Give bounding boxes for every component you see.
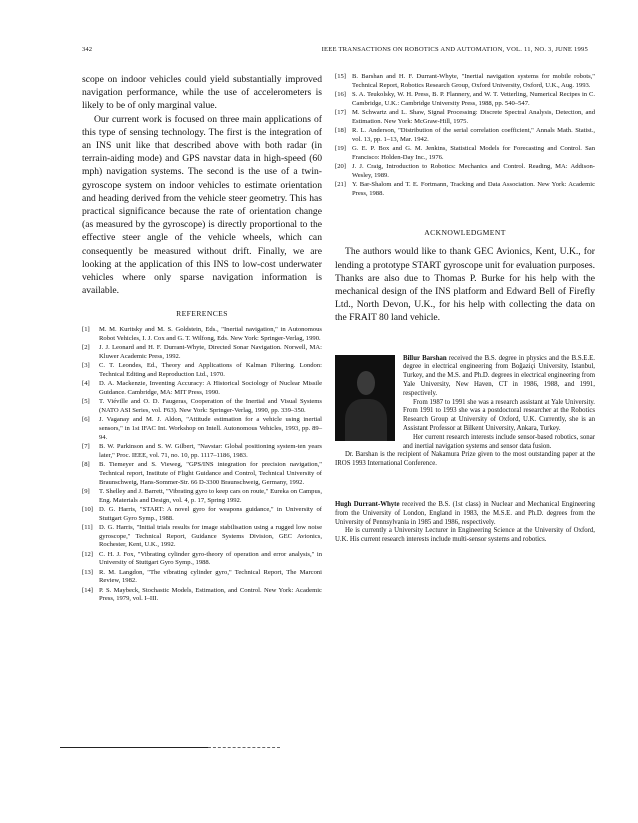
bio-text: Her current research interests include sensor-based robotics, sonar and inertial navigation systems and sensor data fusion. (403, 433, 595, 450)
author-bio-durrant-whyte (335, 501, 595, 545)
reference-item: [8] B. Tiemeyer and S. Vieweg, "GPS/INS integration for precision navigation," Technical report, Institute of Flight Guidance and Control, Technical University of Braunschweig, Hans-Sommer-Str. 66 D-3300 Braunschweig, Germany, 1992. (82, 461, 322, 486)
body-paragraph: Our current work is focused on three main applications of this type of sensing technology. The first is the integration of an INS unit like that described above with both radar (in terrain-aiding mode) and GPS navstar data in high-speed (60 mph) navigation systems. The second is the use of a twin-gyroscope system on indoor vehicles to estimate orientation and heading derived from the vehicle steer geometry. This has practical significance because the rate of orientation change (as measured by the gyroscope) is directly proportional to the effective steer angle of the vehicle wheels, which can consequently be measured without drift. Finally, we are looking at the application of this INS to low-cost underwater vehicles where only sparse navigation information is available. (82, 113, 322, 297)
references-heading: REFERENCES (176, 309, 228, 319)
reference-item: [2] J. J. Leonard and H. F. Durrant-Whyte, Directed Sonar Navigation. Norwell, MA: Kluwer Academic Press, 1992. (82, 344, 322, 361)
author-photo-face (357, 371, 375, 395)
bio-text: Dr. Barshan is the recipient of Nakamura Prize given to the most outstanding paper at the IROS 1993 International Conference. (335, 451, 595, 468)
reference-item: [16] S. A. Teukolsky, W. H. Press, B. P. Flannery, and W. T. Vetterling, Numerical Recipes in C. Cambridge, U.K.: Cambridge University Press, 1988, pp. 540–547. (335, 91, 595, 107)
body-paragraph: scope on indoor vehicles could yield substantially improved navigation performance, while the use of accelerometers is likely to be of only marginal value. (82, 74, 322, 112)
author-name: Hugh Durrant-Whyte (335, 500, 400, 508)
reference-item: [12] C. H. J. Fox, "Vibrating cylinder gyro-theory of operation and error analysis," in University of Stuttgart Gyro Symp., 1988. (82, 550, 322, 567)
reference-item: [17] M. Schwartz and L. Shaw, Signal Processing: Discrete Spectral Analysis, Detection, and Estimation. New York: McGraw-Hill, 1975. (335, 109, 595, 125)
bio-text: He is currently a University Lecturer in Engineering Science at the University of Oxford, U.K. His current research interests include multi-sensor systems and robotics. (335, 527, 595, 544)
reference-item: [6] J. Vaganay and M. J. Aldon, "Attitude estimation for a vehicle using inertial sensors," in 1st IFAC Int. Workshop on Intell. Autonomous Vehicles, 1993, pp. 89–94. (82, 416, 322, 441)
acknowledgment-paragraph: The authors would like to thank GEC Avionics, Kent, U.K., for lending a prototype START gyroscope unit for evaluation purposes. Thanks are also due to Thomas P. Burke for his help with the mechanical design of the INS platform and Edward Bell of Firefly Ltd., North Devon, U.K., for his help with collecting the data on the FRAIT 80 land vehicle. (335, 246, 595, 324)
reference-item: [13] R. M. Langdon, "The vibrating cylinder gyro," Technical Report, The Marconi Review, 1982. (82, 568, 322, 585)
reference-item: [1] M. M. Kuritsky and M. S. Goldstein, Eds., "Inertial navigation," in Autonomous Robot Vehicles, I. J. Cox and G. T. Wilfong, Eds. New York: Springer-Verlag, 1990. (82, 326, 322, 343)
reference-item: [20] J. J. Craig, Introduction to Robotics: Mechanics and Control. Reading, MA: Addison-Wesley, 1989. (335, 163, 595, 179)
author-name: Billur Barshan (403, 354, 447, 362)
reference-item: [7] B. W. Parkinson and S. W. Gilbert, "Navstar: Global positioning system-ten years later," Proc. IEEE, vol. 71, no. 10, pp. 1117–1186, 1983. (82, 443, 322, 459)
reference-item: [18] R. L. Anderson, "Distribution of the serial correlation coefficient," Annals Math. Statist., vol. 13, pp. 1–13, Mar. 1942. (335, 127, 595, 143)
reference-item: [4] D. A. Mackenzie, Inventing Accuracy: A Historical Sociology of Nuclear Missile Guidance. Cambridge, MA: MIT Press, 1990. (82, 380, 322, 397)
footer-rule-dashed (208, 747, 280, 748)
page-number: 342 (82, 46, 93, 53)
author-photo (335, 355, 395, 441)
reference-item: [15] B. Barshan and H. F. Durrant-Whyte, "Inertial navigation systems for mobile robots," Technical Report, Robotics Research Group, Oxford University, Oxford, U.K., Aug. 1993. (335, 73, 595, 89)
author-photo-shoulders (345, 399, 387, 441)
reference-item: [14] P. S. Maybeck, Stochastic Models, Estimation, and Control. New York: Academic Press, 1979, vol. I–III. (82, 586, 322, 603)
reference-item: [19] G. E. P. Box and G. M. Jenkins, Statistical Models for Forecasting and Control. San Francisco: Holden-Day Inc., 1976. (335, 145, 595, 161)
references-list (82, 326, 322, 604)
reference-item: [11] D. G. Harris, "Initial trials results for image stabilisation using a rugged low noise gyroscope," Technical Report, Guidance Systems Division, GEC Avionics, Rochester, Kent, U.K., 1992. (82, 523, 322, 549)
left-column (82, 73, 322, 605)
running-header: IEEE TRANSACTIONS ON ROBOTICS AND AUTOMATION, VOL. 11, NO. 3, JUNE 1995 (321, 46, 588, 53)
reference-item: [3] C. T. Leondes, Ed., Theory and Applications of Kalman Filtering. London: Technical Editing and Reproduction Ltd., 1970. (82, 362, 322, 379)
reference-item: [9] T. Shelley and J. Barrett, "Vibrating gyro to keep cars on route," Eureka on Campus, Eng. Materials and Design, vol. 4, p. 17, Spring 1992. (82, 487, 322, 504)
reference-item: [10] D. G. Harris, "START: A novel gyro for weapons guidance," in University of Stuttgart Gyro Symp., 1988. (82, 505, 322, 522)
bio-text: received the B.S. degree in physics and the B.S.E.E. degree in electrical engineering from Boğaziçi University, Istanbul, Turkey, and the M.S. and Ph.D. degrees in electrical engineering from Yale University, New Haven, CT in 1986, 1988, and 1991, respectively. (403, 354, 596, 397)
footer-rule (60, 747, 208, 748)
references-list-continued (335, 73, 595, 198)
bio-text: From 1987 to 1991 she was a research assistant at Yale University. From 1991 to 1993 she was a postdoctoral researcher at the Robotics Research Group at University of Oxford, U.K. Currently, she is an Assistant Professor at Bilkent University, Ankara, Turkey. (403, 398, 595, 432)
reference-item: [5] T. Viéville and O. D. Faugeras, Cooperation of the Inertial and Visual Systems (NATO ASI Series, vol. F63). New York: Springer-Verlag, 1990, pp. 339–350. (82, 398, 322, 415)
bio-text: received the B.S. (1st class) in Nuclear and Mechanical Engineering from the University of London, England in 1983, the M.S.E. and Ph.D. degrees from the University of Pennsylvania in 1985 and 1986, respectively. (335, 500, 595, 526)
acknowledgment-heading: ACKNOWLEDGMENT (424, 228, 506, 238)
right-column (335, 73, 595, 545)
author-bio-barshan (335, 355, 595, 469)
reference-item: [21] Y. Bar-Shalom and T. E. Fortmann, Tracking and Data Association. New York: Academic Press, 1988. (335, 181, 595, 197)
